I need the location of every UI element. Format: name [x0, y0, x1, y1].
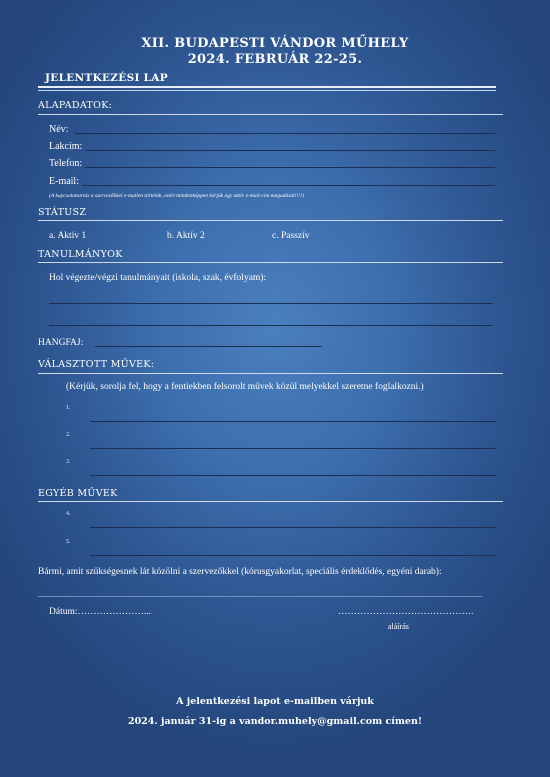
header-divider-thin: [38, 90, 496, 91]
phone-field[interactable]: [85, 167, 495, 168]
work-number: 5.: [66, 539, 71, 545]
work-field-1[interactable]: [90, 421, 496, 422]
email-field[interactable]: [82, 185, 495, 186]
studies-prompt: Hol végezte/végzi tanulmányait (iskola, szak, évfolyam):: [49, 273, 267, 283]
work-field-4[interactable]: [90, 527, 496, 528]
date-field[interactable]: Dátum:…………………...: [49, 607, 152, 617]
status-option-active-1[interactable]: a. Aktív 1: [49, 231, 87, 241]
footer-line-2: 2024. január 31-ig a vandor.muhely@gmail.com címen!: [127, 716, 423, 727]
signature-label: aláírás: [388, 622, 409, 631]
section-divider: [38, 262, 503, 263]
work-field-3[interactable]: [90, 475, 496, 476]
section-divider: [38, 373, 503, 374]
other-info-field[interactable]: [38, 596, 482, 597]
status-option-passive[interactable]: c. Passzív: [272, 231, 310, 241]
work-number: 1.: [66, 405, 71, 411]
work-field-2[interactable]: [90, 448, 496, 449]
form-name: JELENTKEZÉSI LAP: [45, 72, 168, 84]
event-date: 2024. FEBRUÁR 22-25.: [187, 52, 363, 67]
section-divider: [38, 501, 503, 502]
section-other-works: EGYÉB MŰVEK: [38, 488, 118, 499]
name-label: Név:: [49, 124, 69, 135]
email-note: (A kapcsolattartás a szervezőkkel e-mailen történik, ezért mindenképpen kérjük egy aktív e-mail-cím megadását!!!!): [49, 193, 304, 199]
phone-label: Telefon:: [49, 158, 83, 169]
work-number: 4.: [66, 511, 71, 517]
event-title: XII. BUDAPESTI VÁNDOR MŰHELY: [141, 36, 409, 51]
studies-field-line-1[interactable]: [49, 303, 493, 304]
footer-line-1: A jelentkezési lapot e-mailben várjuk: [176, 696, 374, 707]
address-field[interactable]: [85, 150, 495, 151]
address-label: Lakcím:: [49, 141, 83, 152]
voice-field[interactable]: [95, 346, 322, 347]
voice-label: HANGFAJ:: [38, 338, 84, 348]
works-prompt: (Kérjük, sorolja fel, hogy a fentiekben felsorolt művek közül melyekkel szeretne foglalkozni.): [66, 382, 424, 392]
email-label: E-mail:: [49, 176, 79, 187]
section-chosen-works: VÁLASZTOTT MŰVEK:: [38, 359, 155, 370]
status-option-active-2[interactable]: b. Aktív 2: [167, 231, 205, 241]
name-field[interactable]: [75, 133, 495, 134]
section-basic-data: ALAPADATOK:: [38, 100, 113, 111]
section-divider: [38, 114, 503, 115]
work-number: 2.: [66, 432, 71, 438]
studies-field-line-2[interactable]: [49, 325, 493, 326]
section-studies: TANULMÁNYOK: [38, 249, 123, 260]
signature-field[interactable]: …………………………………….: [338, 607, 474, 617]
header-divider: [38, 86, 496, 88]
work-number: 3.: [66, 459, 71, 465]
section-status: STÁTUSZ: [38, 207, 87, 218]
work-field-5[interactable]: [90, 555, 496, 556]
other-info-prompt: Bármi, amit szükségesnek lát közölni a szervezőkkel (kórusgyakorlat, speciális érdeklődés, egyéni darab):: [38, 567, 442, 577]
section-divider: [38, 220, 503, 221]
